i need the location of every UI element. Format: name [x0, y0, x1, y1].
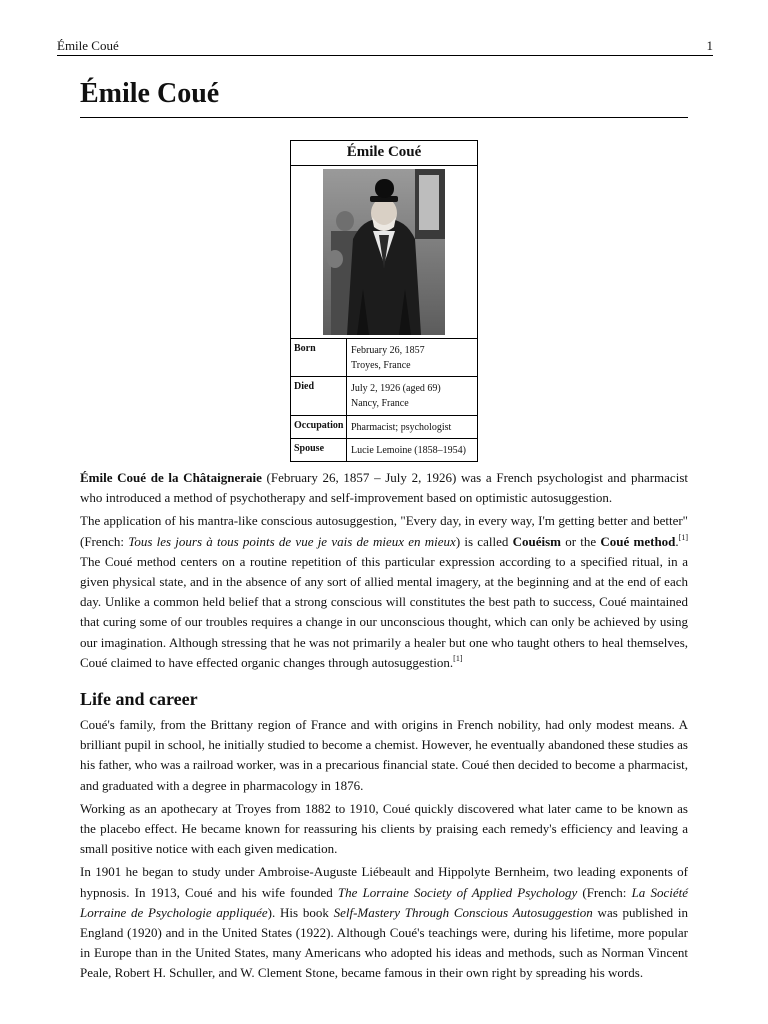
society-name-en: The Lorraine Society of Applied Psychology [337, 884, 578, 900]
spouse-value: Lucie Lemoine (1858–1954) [351, 445, 466, 456]
born-label: Born [291, 339, 347, 376]
intro-paragraph-2: The application of his mantra-like conscious autosuggestion, "Every day, in every way, I'm getting better and better" (French: Tous les jours à tous points de vue je vais de mieux en mieux) is called Couéism or the Coué method.[1] The Coué method centers on a routine repetition of this particular expression according to a specified ritual, in a given physical state, and in the absence of any sort of allied mental imagery, at the beginning and at the end of each day. Unlike a common held belief that a strong conscious will constitutes the best path to success, Coué maintained that curing some of our troubles requires a change in our unconscious thought, which can only be achieved by using our imagination. Although stressing that he was not primarily a healer but one who taught others to heal themselves, Coué claimed to have effected organic changes through autosuggestion.[1] [80, 513, 688, 670]
born-date: February 26, 1857 [351, 345, 425, 356]
occupation-label: Occupation [291, 416, 347, 438]
spouse-label: Spouse [291, 439, 347, 461]
born-value [347, 339, 477, 376]
infobox-row-born [291, 338, 477, 376]
life-paragraph-1: Coué's family, from the Brittany region of France and with origins in French nobility, had only modest means. A brilliant pupil in school, he initially studied to become a chemist. However, he eventually abandoned these studies as his father, who was a railroad worker, was in a precarious financial state. Coué then decided to become a pharmacist, and graduated with a degree in pharmacology in 1876. [80, 717, 688, 793]
died-value [347, 377, 477, 415]
infobox [290, 140, 478, 462]
article-body [80, 468, 688, 987]
term-coueism: Couéism [512, 533, 561, 549]
intro-p2-text-a: The application of his mantra-like conscious autosuggestion, "Every day, in every way, I'm getting better and better" (French: [80, 513, 688, 549]
infobox-row-spouse [291, 438, 477, 461]
society-name-fr: La Société Lorraine de Psychologie appliquée [80, 884, 689, 920]
died-label: Died [291, 377, 347, 415]
book-title: Self-Mastery Through Conscious Autosuggestion [333, 904, 593, 920]
running-head-title: Émile Coué [57, 38, 119, 53]
term-coue-method: Coué method [600, 533, 676, 549]
life-p3-text-a: In 1901 he began to study under Ambroise-Auguste Liébeault and Hippolyte Bernheim, two leading exponents of hypnosis. In 1913, Coué and his wife founded [80, 864, 688, 900]
life-p3-text-b: (French: [577, 884, 632, 900]
intro-p2-text-c: or the [560, 533, 601, 549]
infobox-title: Émile Coué [291, 141, 477, 166]
page-title: Émile Coué [80, 78, 220, 109]
life-paragraph-3 [80, 862, 688, 983]
title-divider [80, 117, 688, 118]
born-place: Troyes, France [351, 360, 411, 371]
died-date: July 2, 1926 (aged 69) [351, 383, 441, 394]
intro-p1-text: (February 26, 1857 – July 2, 1926) was a French psychologist and pharmacist who introduced a method of psychotherapy and self-improvement based on optimistic autosuggestion. [80, 470, 688, 506]
citation-1[interactable]: [1] [678, 532, 688, 542]
citation-1-repeat[interactable]: [1] [453, 653, 463, 663]
intro-paragraph-1 [80, 468, 688, 508]
infobox-row-died [291, 376, 477, 415]
infobox-row-occupation [291, 415, 477, 438]
life-p3-text-c: ). His book [267, 904, 334, 920]
page-number: 1 [706, 38, 713, 53]
intro-p2-text-d: The Coué method centers on a routine repetition of this particular expression according to a specified ritual, in a given physical state, and in the absence of any sort of allied mental imagery, at the beginning and at the end of each day. Unlike a common held belief that a strong conscious will constitutes the best path to success, Coué maintained that curing some of our troubles requires a change in our unconscious thought, which can only be achieved by using our imagination. Although stressing that he was not primarily a healer but one who taught others to heal themselves, Coué claimed to have effected organic changes through autosuggestion. [80, 553, 688, 670]
occupation-value: Pharmacist; psychologist [351, 422, 452, 433]
intro-p2-text-b: ) is called [455, 533, 513, 549]
section-heading-life-and-career: Life and career [80, 689, 198, 710]
infobox-photo-cell [291, 166, 477, 338]
life-paragraph-2: Working as an apothecary at Troyes from 1882 to 1910, Coué quickly discovered what later came to be known as the placebo effect. He became known for reassuring his clients by praising each remedy's efficiency and leaving a small positive notice with each given medication. [80, 800, 688, 857]
died-place: Nancy, France [351, 398, 409, 409]
running-head [57, 38, 713, 56]
portrait-photo [323, 169, 445, 335]
french-mantra: Tous les jours à tous points de vue je vais de mieux en mieux [128, 533, 456, 549]
subject-full-name: Émile Coué de la Châtaigneraie [80, 470, 262, 485]
life-p3-text-d: was published in England (1920) and in the United States (1922). Although Coué's teachings were, during his lifetime, more popular in Europe than in the United States, many Americans who adopted his ideas and methods, such as Norman Vincent Peale, Robert H. Schuller, and W. Clement Stone, became famous in their own right by spreading his words. [80, 904, 688, 981]
